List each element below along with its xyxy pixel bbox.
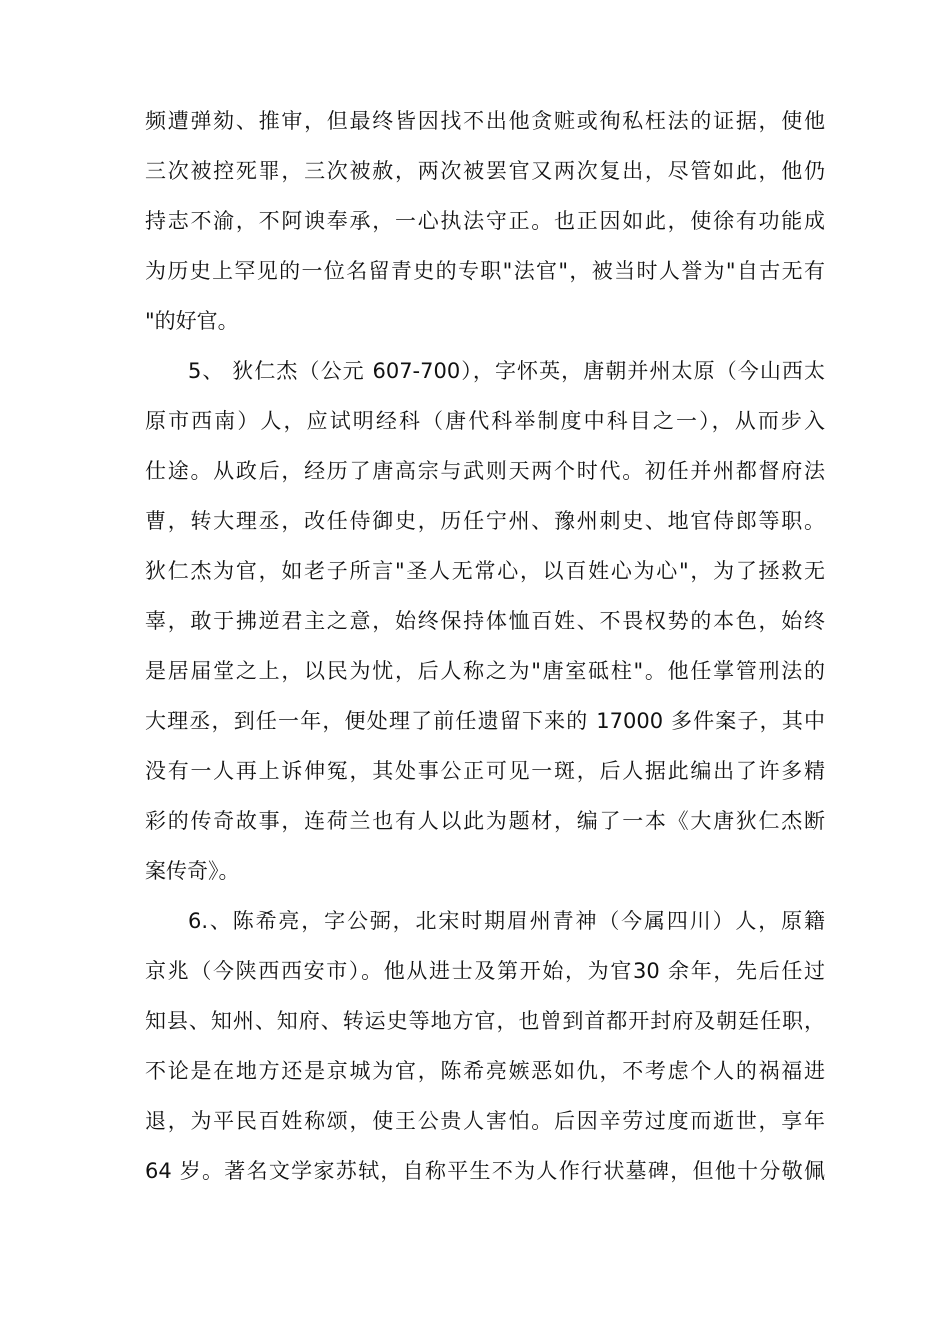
text-line: "的好官。 <box>145 309 239 333</box>
text-line: 辜，敢于拂逆君主之意，始终保持体恤百姓、不畏权势的本色，始终 <box>145 609 825 633</box>
text-line: 频遭弹劾、推审，但最终皆因找不出他贪赃或徇私枉法的证据，使他 <box>145 109 825 133</box>
text-line: 持志不渝，不阿谀奉承，一心执法守正。也正因如此，使徐有功能成 <box>145 209 825 233</box>
text-line: 狄仁杰为官，如老子所言"圣人无常心，以百姓心为心"，为了拯救无 <box>145 559 825 583</box>
paragraph-start-line: 5、 狄仁杰（公元 607-700），字怀英，唐朝并州太原（今山西太 <box>188 359 825 383</box>
text-line: 原市西南）人，应试明经科（唐代科举制度中科目之一），从而步入 <box>145 409 825 433</box>
text-line: 没有一人再上诉伸冤，其处事公正可见一斑，后人据此编出了许多精 <box>145 759 825 783</box>
text-line: 案传奇》。 <box>145 859 240 883</box>
text-line: 彩的传奇故事，连荷兰也有人以此为题材，编了一本《大唐狄仁杰断 <box>145 809 825 833</box>
text-line: 是居届堂之上，以民为忧，后人称之为"唐室砥柱"。他任掌管刑法的 <box>145 659 825 683</box>
text-line: 仕途。从政后，经历了唐高宗与武则天两个时代。初任并州都督府法 <box>145 459 825 483</box>
text-line: 大理丞，到任一年，便处理了前任遗留下来的 17000 多件案子，其中 <box>145 709 825 733</box>
text-line: 三次被控死罪，三次被赦，两次被罢官又两次复出，尽管如此，他仍 <box>145 159 825 183</box>
text-line: 曹，转大理丞，改任侍御史，历任宁州、豫州刺史、地官侍郎等职。 <box>145 509 825 533</box>
text-line: 64 岁。著名文学家苏轼，自称平生不为人作行状墓碑，但他十分敬佩 <box>145 1159 825 1183</box>
text-line: 退，为平民百姓称颂，使王公贵人害怕。后因辛劳过度而逝世，享年 <box>145 1109 825 1133</box>
text-line: 不论是在地方还是京城为官，陈希亮嫉恶如仇，不考虑个人的祸福进 <box>145 1059 825 1083</box>
text-line: 京兆（今陕西西安市）。他从进士及第开始，为官30 余年，先后任过 <box>145 959 825 983</box>
paragraph-start-line: 6.、陈希亮，字公弼，北宋时期眉州青神（今属四川）人，原籍 <box>188 909 825 933</box>
text-line: 知县、知州、知府、转运史等地方官，也曾到首都开封府及朝廷任职， <box>145 1009 825 1033</box>
text-line: 为历史上罕见的一位名留青史的专职"法官"，被当时人誉为"自古无有 <box>145 259 825 283</box>
